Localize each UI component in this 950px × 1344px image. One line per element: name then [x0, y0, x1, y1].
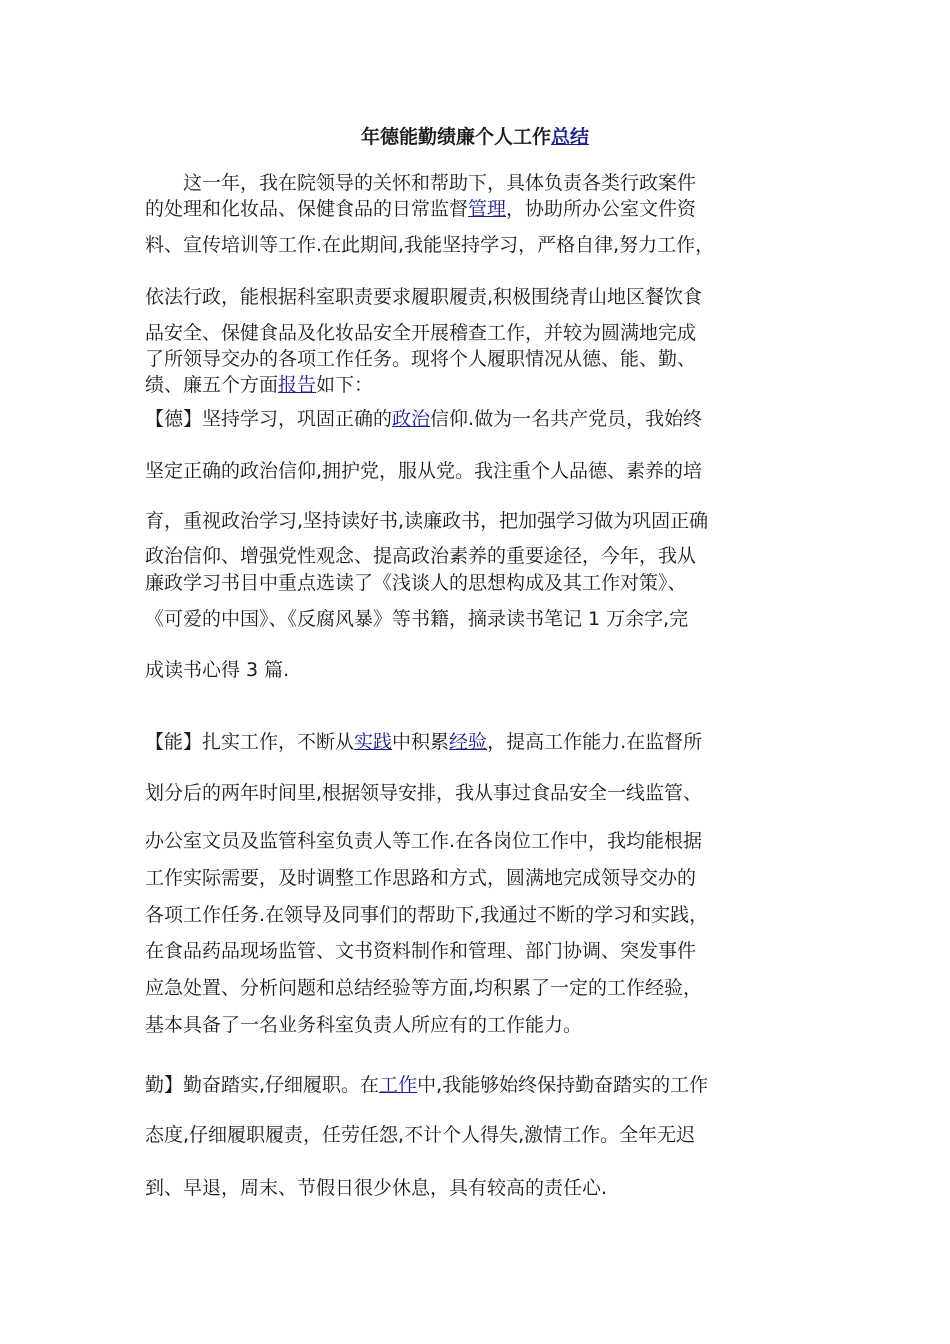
body-line [145, 1122, 695, 1148]
body-line [145, 458, 702, 484]
body-line [145, 902, 708, 928]
text-run: 品安全、保健食品及化妆品安全开展稽查工作，并较为圆满地完成 [145, 322, 697, 344]
text-run: 这一年，我在院领导的关怀和帮助下，具体负责各类行政案件 [145, 172, 697, 194]
inline-link[interactable]: 工作 [379, 1074, 418, 1096]
text-run: 成读书心得 3 篇. [145, 659, 290, 681]
text-run: 依法行政，能根据科室职责要求履职履责,积极围绕青山地区餐饮食 [145, 286, 703, 308]
body-line [145, 1012, 582, 1038]
text-run: 应急处置、分析问题和总结经验等方面,均积累了一定的工作经验， [145, 977, 703, 999]
text-run: 基本具备了一名业务科室负责人所应有的工作能力。 [145, 1014, 583, 1036]
text-run: 如下： [316, 374, 374, 396]
body-line [145, 1175, 607, 1201]
inline-link[interactable]: 政治 [392, 408, 431, 430]
text-run: 《可爱的中国》、《反腐风暴》等书籍，摘录读书笔记 1 万余字,完 [145, 608, 689, 630]
body-line [145, 1072, 708, 1098]
text-run: 【德】坚持学习，巩固正确的 [145, 408, 393, 430]
body-line [145, 780, 702, 806]
inline-link[interactable]: 经验 [449, 731, 488, 753]
text-run: 态度,仔细履职履责，任劳任怨,不计个人得失,激情工作。全年无迟 [145, 1124, 696, 1146]
body-line [145, 406, 702, 432]
text-run: 绩、廉五个方面 [145, 374, 279, 396]
text-run: 到、早退，周末、节假日很少休息，具有较高的责任心. [145, 1177, 608, 1199]
text-run: 办公室文员及监管科室负责人等工作.在各岗位工作中，我均能根据 [145, 830, 703, 852]
body-line [145, 657, 289, 683]
body-line [145, 606, 688, 632]
text-run: 信仰.做为一名共产党员，我始终 [430, 408, 703, 430]
text-run: ，协助所办公室文件资 [506, 198, 697, 220]
text-run: 料、宣传培训等工作.在此期间,我能坚持学习，严格自律,努力工作， [145, 234, 715, 256]
body-line [145, 938, 696, 964]
body-line [145, 543, 696, 569]
body-line [145, 284, 702, 310]
body-line [145, 570, 687, 596]
body-line [145, 828, 702, 854]
body-line [145, 975, 702, 1001]
body-line [145, 865, 696, 891]
text-run: 了所领导交办的各项工作任务。现将个人履职情况从德、能、勤、 [145, 348, 697, 370]
inline-link[interactable]: 实践 [354, 731, 393, 753]
body-line [145, 508, 708, 534]
title-link-summary[interactable]: 总结 [551, 126, 590, 148]
text-run: 在食品药品现场监管、文书资料制作和管理、部门协调、突发事件 [145, 940, 697, 962]
body-line [145, 232, 714, 258]
text-run: ，提高工作能力.在监督所 [487, 731, 703, 753]
inline-link[interactable]: 管理 [468, 198, 507, 220]
body-line [145, 320, 696, 346]
text-run: 政治信仰、增强党性观念、提高政治素养的重要途径，今年，我从 [145, 545, 697, 567]
title-text: 年德能勤绩廉个人工作 [360, 126, 551, 148]
text-run: 中,我能够始终保持勤奋踏实的工作 [417, 1074, 709, 1096]
text-run: 中积累 [392, 731, 450, 753]
text-run: 划分后的两年时间里,根据领导安排，我从事过食品安全一线监管、 [145, 782, 703, 804]
text-run: 育，重视政治学习,坚持读好书,读廉政书，把加强学习做为巩固正确 [145, 510, 709, 532]
document-title [0, 124, 950, 150]
text-run: 廉政学习书目中重点选读了《浅谈人的思想构成及其工作对策》、 [145, 572, 687, 594]
body-line [145, 196, 696, 222]
body-line [145, 729, 702, 755]
text-run: 坚定正确的政治信仰,拥护党，服从党。我注重个人品德、素养的培 [145, 460, 703, 482]
body-line [145, 170, 696, 196]
inline-link[interactable]: 报告 [278, 374, 317, 396]
text-run: 工作实际需要，及时调整工作思路和方式，圆满地完成领导交办的 [145, 867, 697, 889]
text-run: 各项工作任务.在领导及同事们的帮助下,我通过不断的学习和实践， [145, 904, 709, 926]
text-run: 勤】勤奋踏实,仔细履职。在 [145, 1074, 380, 1096]
body-line [145, 372, 373, 398]
text-run: 的处理和化妆品、保健食品的日常监督 [145, 198, 469, 220]
body-line [145, 346, 696, 372]
text-run: 【能】扎实工作，不断从 [145, 731, 355, 753]
